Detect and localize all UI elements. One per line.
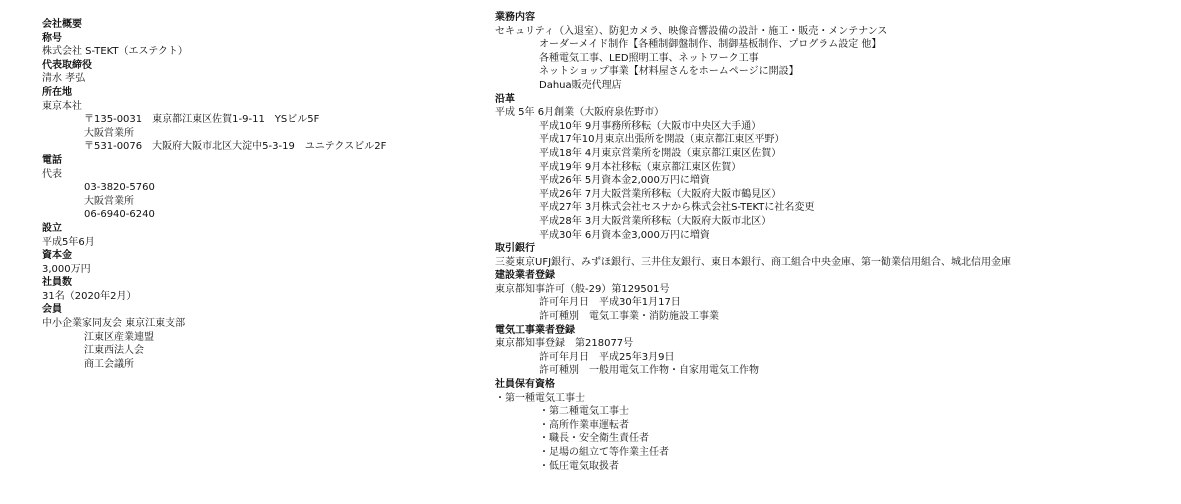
company-info-right-column	[495, 11, 1155, 473]
history-label: 沿革	[495, 93, 515, 105]
phone-label: 電話	[42, 154, 62, 166]
business-main: セキュリティ（入退室）、防犯カメラ、映像音響設備の設計・施工・販売・メンテナンス	[495, 25, 888, 37]
history-item: 平成26年 5月資本金2,000万円に増資	[539, 175, 710, 187]
overview-title: 会社概要	[42, 19, 82, 30]
phone-osaka-label: 大阪営業所	[84, 195, 134, 207]
electrical-registration-main: 東京都知事登録 第218077号	[495, 338, 634, 350]
employees-label: 社員数	[42, 277, 72, 289]
electrical-registration-item: 許可種別 一般用電気工作物・自家用電気工作物	[539, 365, 759, 377]
construction-registration-item: 許可年月日 平成30年1月17日	[539, 297, 681, 309]
capital-value: 3,000万円	[42, 263, 91, 275]
electrical-registration-item: 許可年月日 平成25年3月9日	[539, 351, 675, 363]
history-item: 平成17年10月東京出張所を開設（東京都江東区平野）	[539, 134, 785, 146]
osaka-office-label: 大阪営業所	[84, 127, 134, 139]
membership-item: 中小企業家同友会 東京江東支部	[42, 318, 186, 330]
founded-label: 設立	[42, 222, 62, 234]
qualifications-label: 社員保有資格	[495, 379, 555, 391]
qualification-item: ・足場の組立て等作業主任者	[539, 447, 669, 458]
business-item: オーダーメイド制作【各種制御盤制作、制御基板制作、プログラム設定 他】	[539, 39, 882, 51]
capital-label: 資本金	[42, 250, 72, 262]
construction-registration-label: 建設業者登録	[495, 270, 555, 282]
hq-address: 〒135-0031 東京都江東区佐賀1-9-11 YSビル5F	[84, 114, 320, 126]
construction-registration-item: 許可種別 電気工事業・消防施設工事業	[539, 311, 719, 323]
qualification-item: ・職長・安全衛生責任者	[539, 433, 649, 445]
qualification-item: ・低圧電気取扱者	[539, 460, 619, 472]
phone-main-label: 代表	[42, 168, 62, 180]
phone-main-number: 03-3820-5760	[84, 182, 155, 194]
representative-label: 代表取締役	[42, 59, 92, 71]
founded-value: 平成5年6月	[42, 236, 95, 248]
company-name-value: 株式会社 S-TEKT（エステクト）	[42, 46, 188, 58]
construction-registration-main: 東京都知事許可（般-29）第129501号	[495, 283, 670, 295]
company-info-left-column	[42, 18, 462, 371]
banks-value: 三菱東京UFJ銀行、みずほ銀行、三井住友銀行、東日本銀行、商工組合中央金庫、第一勧業信用組合、城北信用金庫	[495, 256, 1012, 268]
company-name-label: 称号	[42, 32, 62, 44]
business-item: 各種電気工事、LED照明工事、ネットワーク工事	[539, 52, 759, 64]
history-item: 平成19年 9月本社移転（東京都江東区佐賀）	[539, 161, 742, 173]
history-item: 平成27年 3月株式会社セスナから株式会社S-TEKTに社名変更	[539, 202, 815, 214]
business-item: ネットショップ事業【材料屋さんをホームページに開設】	[539, 66, 799, 78]
history-item: 平成18年 4月東京営業所を開設（東京都江東区佐賀）	[539, 147, 782, 159]
hq-label: 東京本社	[42, 100, 82, 112]
history-item: 平成28年 3月大阪営業所移転（大阪府大阪市北区）	[539, 215, 772, 227]
osaka-office-address: 〒531-0076 大阪府大阪市北区大淀中5-3-19 ユニテクスビル2F	[84, 141, 387, 153]
membership-item: 商工会議所	[84, 358, 134, 370]
electrical-registration-label: 電気工事業者登録	[495, 324, 575, 336]
history-item: 平成10年 9月事務所移転（大阪市中央区大手通）	[539, 120, 762, 132]
membership-item: 江東区産業連盟	[84, 331, 154, 343]
address-label: 所在地	[42, 86, 72, 98]
qualification-item: ・高所作業車運転者	[539, 419, 629, 431]
qualification-item: ・第二種電気工事士	[539, 406, 629, 418]
history-item: 平成30年 6月資本金3,000万円に増資	[539, 229, 710, 241]
business-item: Dahua販売代理店	[539, 79, 622, 91]
membership-item: 江東西法人会	[84, 345, 144, 357]
representative-value: 清水 孝弘	[42, 73, 86, 85]
history-item: 平成26年 7月大阪営業所移転（大阪府大阪市鶴見区）	[539, 188, 782, 200]
membership-label: 会員	[42, 304, 62, 316]
phone-osaka-number: 06-6940-6240	[84, 209, 155, 221]
banks-label: 取引銀行	[495, 243, 535, 255]
business-label: 業務内容	[495, 12, 535, 23]
history-main: 平成 5年 6月創業（大阪府泉佐野市）	[495, 107, 665, 119]
employees-value: 31名（2020年2月）	[42, 290, 137, 302]
qualification-main: ・第一種電気工事士	[495, 392, 585, 404]
